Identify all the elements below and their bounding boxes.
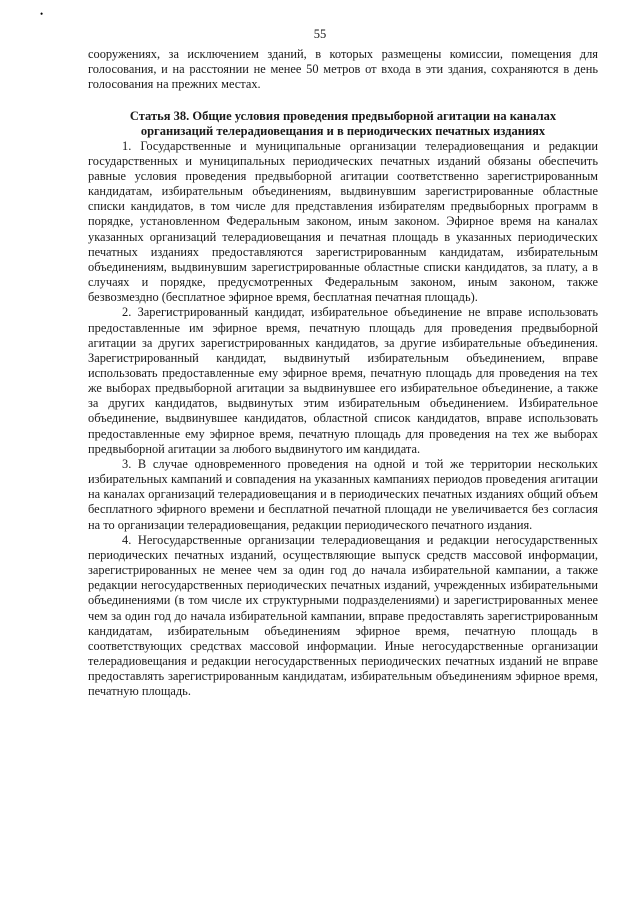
paragraph-4: 4. Негосударственные организации телерадиовещания и редакции негосударственных периодических печатных изданий, осуществляющие выпуск средств массовой информации, зарегистрированных не менее чем за один год до начала избирательной кампании, а также редакции негосударственных периодических печатных изданий, учрежденных избирательными объединениями (в том числе их структурными подразделениями) и зарегистрированных менее чем за один год до начала избирательной кампании, вправе предоставлять зарегистрированным кандидатам, избирательным объединениям эфирное время, печатную площадь в соответствующих средствах массовой информации. Иные негосударственные организации телерадиовещания и редакции негосударственных периодических печатных изданий не вправе предоставлять зарегистрированным кандидатам, избирательным объединениям эфирное время, печатную площадь. <box>88 532 598 699</box>
article-title <box>88 109 598 138</box>
paragraph-1: 1. Государственные и муниципальные организации телерадиовещания и редакции государственных и муниципальных периодических печатных изданий обязаны обеспечить равные условия проведения предвыборной агитации соответственно зарегистрированным кандидатам, избирательным объединениям, выдвинувшим зарегистрированные областные списки кандидатов, в том числе для представления избирателям предвыборных программ в порядке, установленном Федеральным законом, иным законом. Эфирное время на каналах указанных организаций телерадиовещания и печатная площадь в указанных периодических печатных изданиях предоставляются зарегистрированным кандидатам, избирательным объединениям, выдвинувшим зарегистрированные областные списки кандидатов, за плату, а в случаях и порядке, предусмотренных Федеральным законом, иным законом, также безвозмездно (бесплатное эфирное время, бесплатная печатная площадь). <box>88 138 598 305</box>
article-title-line-2: организаций телерадиовещания и в периодических печатных изданиях <box>140 124 546 139</box>
paragraph-2: 2. Зарегистрированный кандидат, избирательное объединение не вправе использовать предоставленные им эфирное время, печатную площадь для проведения предвыборной агитации за других зарегистрированных кандидатов, за другие избирательные объединения. Зарегистрированный кандидат, выдвинутый избирательным объединением, вправе использовать предоставленные ему эфирное время, печатную площадь для проведения на тех же выборах предвыборной агитации за выдвинувшее его избирательное объединение, а также за других кандидатов, выдвинутых этим избирательным объединением. Избирательное объединение, выдвинувшее кандидатов, областной список кандидатов, вправе использовать предоставленные ему эфирное время, печатную площадь для проведения на тех же выборах предвыборной агитации за любого выдвинутого им кандидата. <box>88 305 598 456</box>
page-marker: • <box>40 9 44 19</box>
paragraph-3: 3. В случае одновременного проведения на одной и той же территории нескольких избирательных кампаний и совпадения на указанных кампаниях периодов проведения агитации на каналах организаций телерадиовещания и в периодических печатных изданиях общий объем бесплатного эфирного времени и бесплатной печатной площади не увеличивается без согласия на то организации телерадиовещания, редакции периодического печатного издания. <box>88 456 598 532</box>
article-title-line-1: Статья 38. Общие условия проведения предвыборной агитации на каналах <box>129 109 557 124</box>
document-body <box>88 47 598 699</box>
continuation-paragraph: сооружениях, за исключением зданий, в которых размещены комиссии, помещения для голосования, и на расстоянии не менее 50 метров от входа в эти здания, сохраняются в день голосования на прежних местах. <box>88 47 598 92</box>
page-number: 55 <box>313 27 327 41</box>
